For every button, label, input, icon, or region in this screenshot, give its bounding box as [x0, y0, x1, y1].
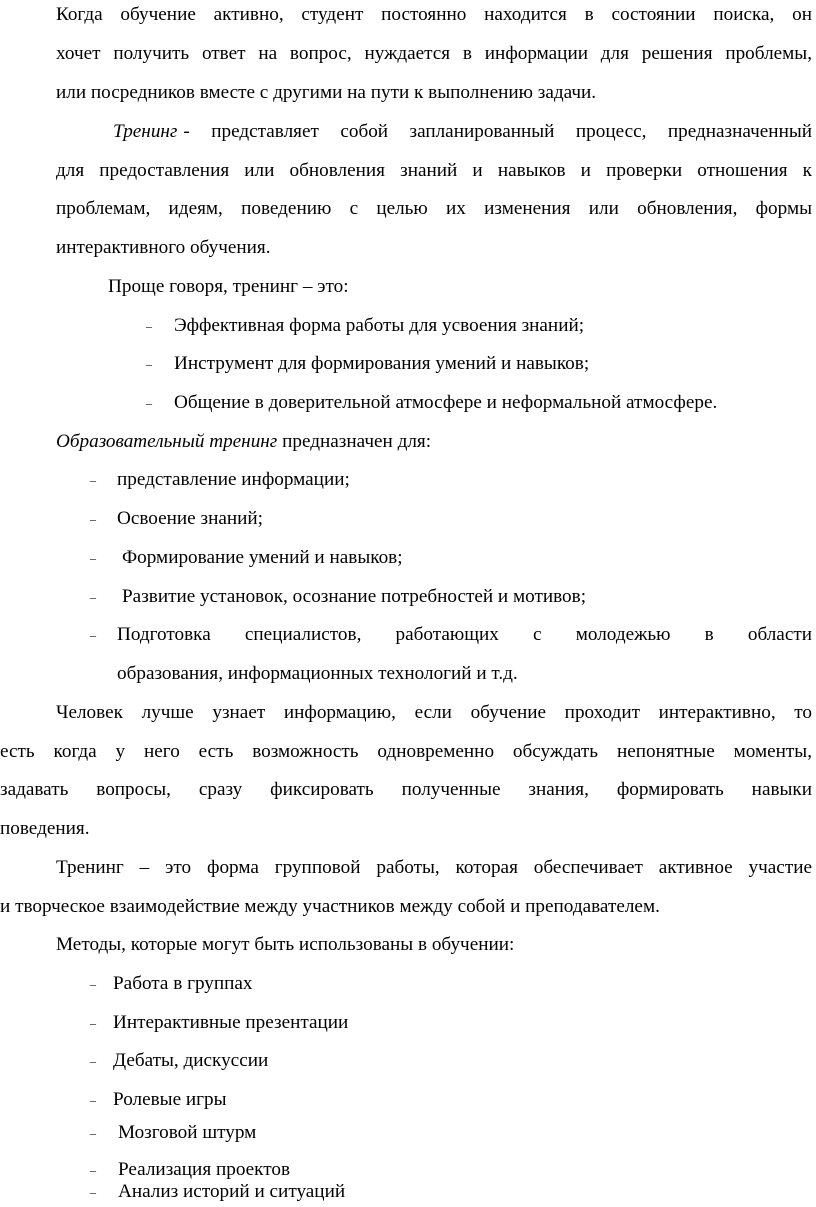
- list2-dash-4: –: [90, 590, 96, 604]
- list2-item-5-line-1: Подготовка специалистов, работающих с молодежью в области: [117, 624, 812, 645]
- p5-line-4: поведения.: [0, 818, 90, 839]
- list2-dash-3: –: [90, 551, 96, 565]
- p4-rest: предназначен для:: [282, 431, 432, 452]
- list3-dash-1: –: [90, 977, 96, 991]
- list3-item-5: Мозговой штурм: [118, 1122, 257, 1143]
- list3-item-3: Дебаты, дискуссии: [113, 1050, 269, 1071]
- p1-line-1: Когда обучение активно, студент постоянно находится в состоянии поиска, он: [56, 4, 812, 25]
- p3-text: Проще говоря, тренинг – это:: [108, 276, 349, 297]
- list2-item-3: Формирование умений и навыков;: [122, 547, 403, 568]
- list2-item-2: Освоение знаний;: [117, 508, 263, 529]
- p5-line-2: есть когда у него есть возможность одновременно обсуждать непонятные моменты,: [0, 741, 812, 762]
- list1-dash-1: –: [146, 319, 152, 333]
- list3-item-1: Работа в группах: [113, 973, 253, 994]
- term-educational-training: Образовательный тренинг: [56, 431, 278, 452]
- p6-line-1: Тренинг – это форма групповой работы, которая обеспечивает активное участие: [56, 857, 812, 878]
- list2-item-1: представление информации;: [117, 469, 350, 490]
- list3-dash-5: –: [90, 1126, 96, 1140]
- p4-line: [56, 430, 431, 454]
- p7-text: Методы, которые могут быть использованы в обучении:: [56, 934, 515, 955]
- p2-line-1-rest: - представляет собой запланированный процесс, предназначенный: [183, 121, 812, 142]
- p2-line-1: [113, 120, 812, 144]
- list3-item-7: Анализ историй и ситуаций: [118, 1181, 346, 1202]
- p1-line-2: хочет получить ответ на вопрос, нуждается в информации для решения проблемы,: [56, 43, 812, 64]
- list1-item-2: Инструмент для формирования умений и навыков;: [174, 353, 590, 374]
- list3-item-4: Ролевые игры: [113, 1089, 227, 1110]
- list3-dash-7: –: [90, 1185, 96, 1199]
- list3-item-6: Реализация проектов: [118, 1159, 291, 1180]
- p5-line-1: Человек лучше узнает информацию, если обучение проходит интерактивно, то: [56, 702, 812, 723]
- list1-dash-2: –: [146, 357, 152, 371]
- list1-item-3: Общение в доверительной атмосфере и неформальной атмосфере.: [174, 392, 718, 413]
- p1-line-3: или посредников вместе с другими на пути к выполнению задачи.: [56, 82, 597, 103]
- list3-dash-4: –: [90, 1093, 96, 1107]
- term-training: Тренинг: [113, 121, 178, 142]
- list3-item-2: Интерактивные презентации: [113, 1012, 349, 1033]
- list3-dash-6: –: [90, 1163, 96, 1177]
- list2-dash-1: –: [90, 473, 96, 487]
- p2-line-4: интерактивного обучения.: [56, 237, 271, 258]
- list1-item-1: Эффективная форма работы для усвоения знаний;: [174, 315, 585, 336]
- list3-dash-2: –: [90, 1016, 96, 1030]
- p5-line-3: задавать вопросы, сразу фиксировать полученные знания, формировать навыки: [0, 779, 812, 800]
- list1-dash-3: –: [146, 396, 152, 410]
- list2-dash-5: –: [90, 628, 96, 642]
- list2-dash-2: –: [90, 512, 96, 526]
- list2-item-4: Развитие установок, осознание потребностей и мотивов;: [122, 586, 587, 607]
- p2-line-3: проблемам, идеям, поведению с целью их изменения или обновления, формы: [56, 198, 812, 219]
- p2-line-2: для предоставления или обновления знаний и навыков и проверки отношения к: [56, 160, 812, 181]
- list3-dash-3: –: [90, 1054, 96, 1068]
- p6-line-2: и творческое взаимодействие между участников между собой и преподавателем.: [0, 896, 660, 917]
- list2-item-5-line-2: образования, информационных технологий и т.д.: [117, 663, 518, 684]
